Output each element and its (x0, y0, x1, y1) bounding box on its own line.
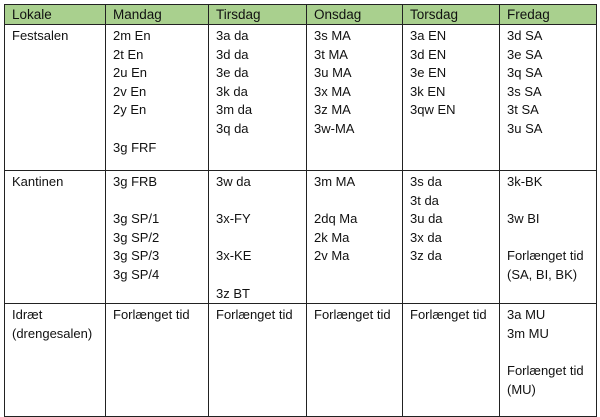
class-entry: 2t En (113, 46, 144, 62)
class-entry: 3g SP/3 (113, 248, 160, 264)
class-entry: 3x-FY (216, 211, 251, 227)
header-onsdag: Onsdag (307, 5, 403, 25)
class-entry (507, 192, 596, 211)
class-entry (113, 192, 208, 211)
class-entry: 3m MU (507, 325, 549, 341)
cell-tirsdag (209, 171, 307, 304)
class-entry: 3u MA (314, 65, 352, 81)
cell-tirsdag (209, 25, 307, 171)
cell-onsdag (307, 171, 403, 304)
class-entry: 3k-BK (507, 174, 543, 189)
cell-mandag (106, 25, 209, 171)
class-entry: 3u SA (507, 120, 543, 136)
class-entry: 3t SA (507, 102, 539, 118)
class-entry: 3a da (216, 28, 249, 43)
class-entry: Forlænget tid (410, 307, 487, 323)
cell-fredag (500, 25, 597, 171)
class-entry: 3g SP/1 (113, 211, 160, 227)
class-entry: 3d da (216, 46, 249, 62)
class-entry: 3k EN (410, 83, 446, 99)
class-entry: 3t da (410, 192, 439, 208)
class-entry: 3e EN (410, 65, 447, 81)
header-tirsdag: Tirsdag (209, 5, 307, 25)
room-cell (5, 171, 106, 304)
class-entry: 3a MU (507, 307, 546, 323)
class-entry: 3x da (410, 229, 442, 245)
class-entry: 3g SP/4 (113, 266, 160, 282)
cell-fredag (500, 171, 597, 304)
class-entry: 3t MA (314, 46, 348, 62)
class-entry: 3z BT (216, 285, 250, 301)
class-entry (314, 192, 402, 211)
class-entry: 2v Ma (314, 248, 350, 264)
cell-mandag (106, 171, 209, 304)
room-cell (5, 304, 106, 417)
class-entry: (SA, BI, BK) (507, 266, 578, 282)
class-entry: 3qw EN (410, 102, 456, 118)
cell-tirsdag (209, 304, 307, 417)
class-entry: 3e SA (507, 46, 543, 62)
class-entry (216, 266, 306, 285)
class-entry: 3q SA (507, 65, 543, 81)
class-entry (216, 229, 306, 248)
class-entry: 2k Ma (314, 229, 350, 245)
room-name: Festsalen (12, 28, 69, 43)
class-entry: 2y En (113, 102, 147, 118)
class-entry: 3g FRF (113, 139, 157, 155)
class-entry: 2u En (113, 65, 147, 81)
room-name: (drengesalen) (12, 325, 93, 341)
cell-torsdag (403, 171, 500, 304)
class-entry: 3g FRB (113, 174, 158, 189)
class-entry: 3g SP/2 (113, 229, 160, 245)
class-entry (507, 229, 596, 248)
class-entry: 3z da (410, 248, 442, 264)
class-entry: 3m da (216, 102, 253, 118)
header-lokale: Lokale (5, 5, 106, 25)
class-entry: 3q da (216, 120, 249, 136)
class-entry (216, 192, 306, 211)
cell-torsdag (403, 25, 500, 171)
header-torsdag: Torsdag (403, 5, 500, 25)
class-entry: Forlænget tid (314, 307, 391, 323)
table-row (5, 171, 597, 304)
schedule-table (4, 4, 597, 417)
room-name: Kantinen (12, 174, 64, 189)
class-entry (113, 120, 208, 139)
class-entry: 3e da (216, 65, 249, 81)
class-entry: 3s MA (314, 28, 351, 43)
class-entry: 3w BI (507, 211, 540, 227)
class-entry: 3d SA (507, 28, 543, 43)
header-mandag: Mandag (106, 5, 209, 25)
class-entry: 3u da (410, 211, 443, 227)
class-entry: 3x-KE (216, 248, 252, 264)
class-entry: 3d EN (410, 46, 447, 62)
room-cell (5, 25, 106, 171)
class-entry: 3w da (216, 174, 251, 189)
class-entry: 3w-MA (314, 120, 355, 136)
cell-torsdag (403, 304, 500, 417)
cell-onsdag (307, 304, 403, 417)
class-entry: 3s SA (507, 83, 542, 99)
header-fredag: Fredag (500, 5, 597, 25)
room-name: Idræt (12, 307, 43, 323)
class-entry: 3x MA (314, 83, 351, 99)
class-entry: Forlænget tid (113, 307, 190, 323)
class-entry: 3k da (216, 83, 248, 99)
cell-onsdag (307, 25, 403, 171)
table-row (5, 25, 597, 171)
class-entry: Forlænget tid (507, 248, 584, 264)
class-entry: 3a EN (410, 28, 447, 43)
class-entry (507, 343, 596, 362)
class-entry: Forlænget tid (216, 307, 293, 323)
class-entry: 2v En (113, 83, 147, 99)
class-entry: 2m En (113, 28, 151, 43)
class-entry: 2dq Ma (314, 211, 358, 227)
cell-fredag (500, 304, 597, 417)
class-entry: Forlænget tid (507, 362, 584, 378)
header-row (5, 5, 597, 25)
class-entry: 3s da (410, 174, 442, 189)
table-row (5, 304, 597, 417)
class-entry: 3z MA (314, 102, 351, 118)
class-entry: (MU) (507, 381, 536, 397)
cell-mandag (106, 304, 209, 417)
class-entry: 3m MA (314, 174, 356, 189)
